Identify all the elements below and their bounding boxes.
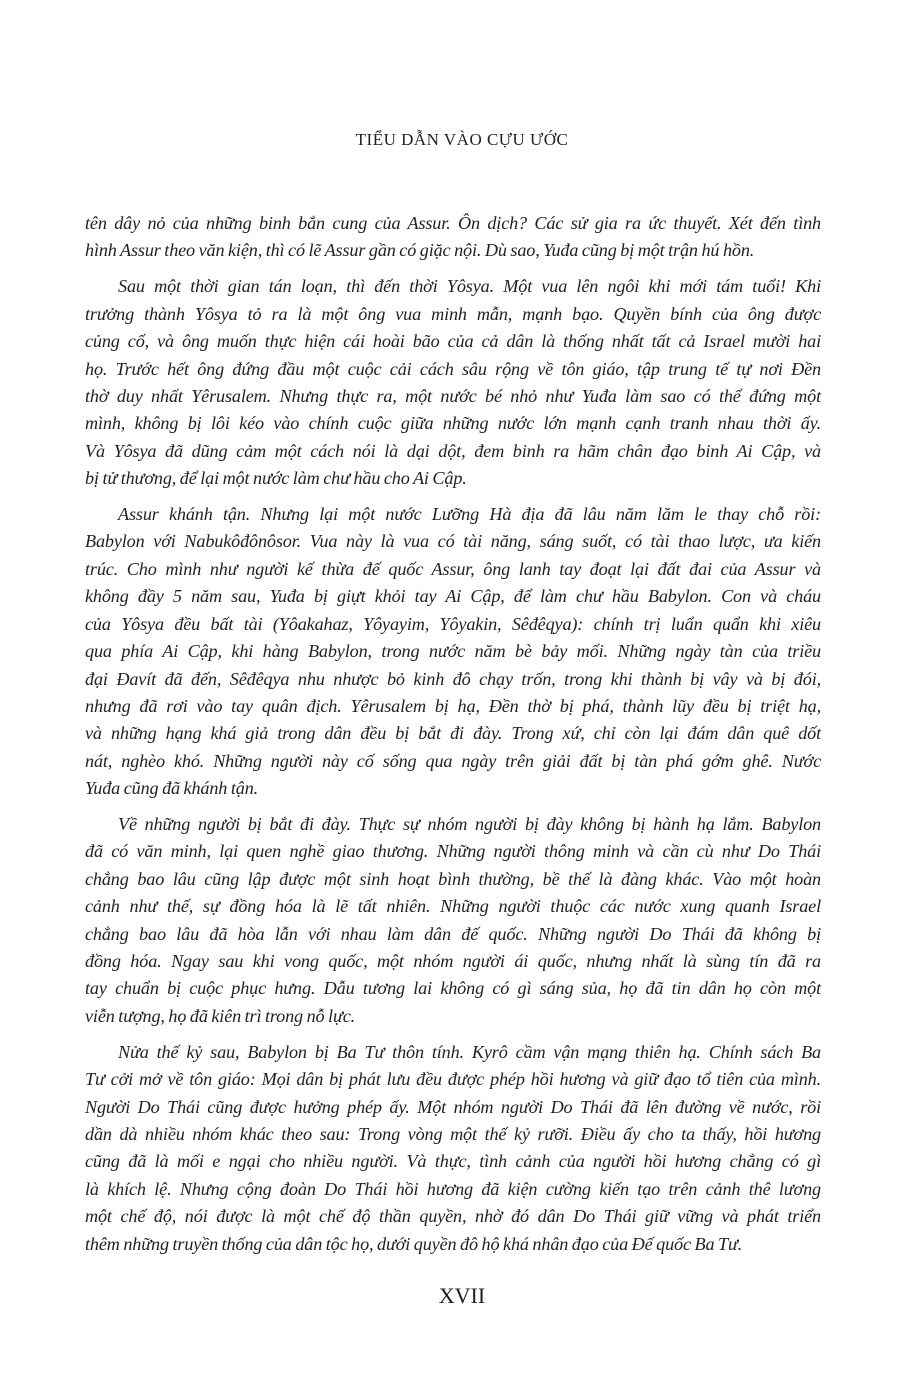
text-line: Về những người bị bắt đi đày. Thực sự nhóm người bị đày không bị hành hạ lắm. Babylon xyxy=(118,814,821,835)
text-line: bị tử thương, để lại một nước làm chư hầu cho Ai Cập. xyxy=(85,468,467,489)
text-line: trúc. Cho mình như người kế thừa đế quốc Assur, ông lanh tay đoạt lại đất đai của Assur và xyxy=(85,558,821,579)
text-line: Sau một thời gian tán loạn, thì đến thời Yôsya. Một vua lên ngôi khi mới tám tuổi! Khi xyxy=(118,276,821,297)
text-line: Yuđa cũng đã khánh tận. xyxy=(85,778,259,799)
text-line: Assur khánh tận. Nhưng lại một nước Lưỡng Hà địa đã lâu năm lăm le thay chỗ rồi: xyxy=(118,504,821,525)
text-line: củng cố, và ông muốn thực hiện cái hoài bão của cả dân là thống nhất tất cả Israel mười hai xyxy=(85,331,821,352)
text-line: tay chuẩn bị cuộc phục hưng. Dẫu tương lai không có gì sáng sủa, họ đã tin dân họ còn một xyxy=(85,978,821,999)
paragraph xyxy=(85,811,821,1030)
text-line: Nửa thế kỷ sau, Babylon bị Ba Tư thôn tính. Kyrô cầm vận mạng thiên hạ. Chính sách Ba xyxy=(118,1041,821,1062)
text-line: thờ duy nhất Yêrusalem. Nhưng thực ra, một nước bé nhỏ như Yuđa làm sao có thể đứng một xyxy=(85,385,821,406)
text-line: đồng hóa. Ngay sau khi vong quốc, một nhóm người ái quốc, nhưng nhất là sùng tín đã ra xyxy=(85,951,821,972)
text-line: trưởng thành Yôsya tỏ ra là một ông vua minh mẫn, mạnh bạo. Quyền bính của ông được xyxy=(85,303,821,324)
text-line: mình, không bị lôi kéo vào chính cuộc giữa những nước lớn mạnh cạnh tranh nhau thời ấy. xyxy=(85,413,821,434)
paragraph xyxy=(85,210,821,265)
text-line: là khích lệ. Nhưng cộng đoàn Do Thái hồi hương đã kiện cường kiến tạo trên cảnh thê lương xyxy=(85,1178,821,1199)
text-line: Babylon với Nabukôđônôsor. Vua này là vua có tài năng, sáng suốt, có tài thao lược, ưa kiến xyxy=(85,531,821,552)
text-line: Người Do Thái cũng được hưởng phép ấy. Một nhóm người Do Thái đã lên đường về nước, rồi xyxy=(85,1096,821,1117)
paragraph xyxy=(85,501,821,802)
text-line: một chế độ, nói được là một chế độ thần quyền, nhờ đó dân Do Thái giữ vững và phát triển xyxy=(85,1206,821,1227)
paragraph xyxy=(85,273,821,492)
text-line: dần dà nhiều nhóm khác theo sau: Trong vòng một thế kỷ rưỡi. Điều ấy cho ta thấy, hồi hương xyxy=(85,1124,821,1144)
paragraph xyxy=(85,1039,821,1258)
text-line: thêm những truyền thống của dân tộc họ, dưới quyền đô hộ khá nhân đạo của Đế quốc Ba Tư. xyxy=(85,1233,743,1254)
text-line: viễn tượng, họ đã kiên trì trong nỗ lực. xyxy=(85,1005,356,1026)
text-line: qua phía Ai Cập, khi hàng Babylon, trong nước năm bè bảy mối. Những ngày tàn của triều xyxy=(85,641,821,662)
text-line: không đầy 5 năm sau, Yuđa bị giựt khỏi tay Ai Cập, để làm chư hầu Babylon. Con và cháu xyxy=(85,586,821,607)
text-line: chẳng bao lâu cũng lập được một sinh hoạt bình thường, bề thế là đàng khác. Vào một hoàn xyxy=(85,868,821,889)
body-text xyxy=(85,210,821,1267)
running-head: TIỂU DẪN VÀO CỰU ƯỚC xyxy=(355,130,569,149)
text-line: cũng đã là mối e ngại cho nhiều người. Và thực, tình cảnh của người hồi hương chẳng có gì xyxy=(85,1151,821,1172)
text-line: Tư cởi mở về tôn giáo: Mọi dân bị phát lưu đều được phép hồi hương và giữ đạo tổ tiên của mình. xyxy=(85,1069,821,1090)
text-line: cảnh như thế, sự đồng hóa là lẽ tất nhiên. Những người thuộc các nước xung quanh Israel xyxy=(85,896,821,917)
text-line: chẳng bao lâu đã hòa lẫn với nhau làm dân đế quốc. Những người Do Thái đã không bị xyxy=(85,923,821,944)
text-line: đại Đavít đã đến, Sêđêqya nhu nhược bỏ kinh đô chạy trốn, trong khi thành bị vây và bị đói, xyxy=(85,668,821,689)
page-number: XVII xyxy=(438,1283,486,1308)
text-line: của Yôsya đều bất tài (Yôakahaz, Yôyayim, Yôyakin, Sêđêqya): chính trị luẩn quẩn khi xiêu xyxy=(85,613,821,634)
text-line: hình Assur theo văn kiện, thì có lẽ Assur gần có giặc nội. Dù sao, Yuđa cũng bị một trận hú hồn. xyxy=(85,240,755,261)
text-line: đã có văn minh, lại quen nghề giao thương. Những người thông minh và cần cù như Do Thái xyxy=(85,841,821,862)
text-line: và những hạng khá giả trong dân đều bị bắt đi đày. Trong xứ, chỉ còn lại đám dân quê dốt xyxy=(85,723,821,744)
text-line: tên dây nỏ của những binh bắn cung của Assur. Ôn dịch? Các sử gia ra ức thuyết. Xét đến tình xyxy=(85,213,821,233)
text-line: nát, nghèo khó. Những người này cố sống qua ngày trên giải đất bị tàn phá gớm ghê. Nước xyxy=(85,750,821,771)
text-line: Và Yôsya đã dũng cảm một cách nói là dại dột, đem binh ra hãm chân đạo binh Ai Cập, và xyxy=(85,440,821,461)
text-line: nhưng đã rơi vào tay quân địch. Yêrusalem bị hạ, Đền thờ bị phá, thành lũy đều bị triệt hạ, xyxy=(85,695,821,716)
text-line: họ. Trước hết ông đứng đầu một cuộc cải cách sâu rộng về tôn giáo, tập trung tế tự nơi Đền xyxy=(85,358,821,379)
